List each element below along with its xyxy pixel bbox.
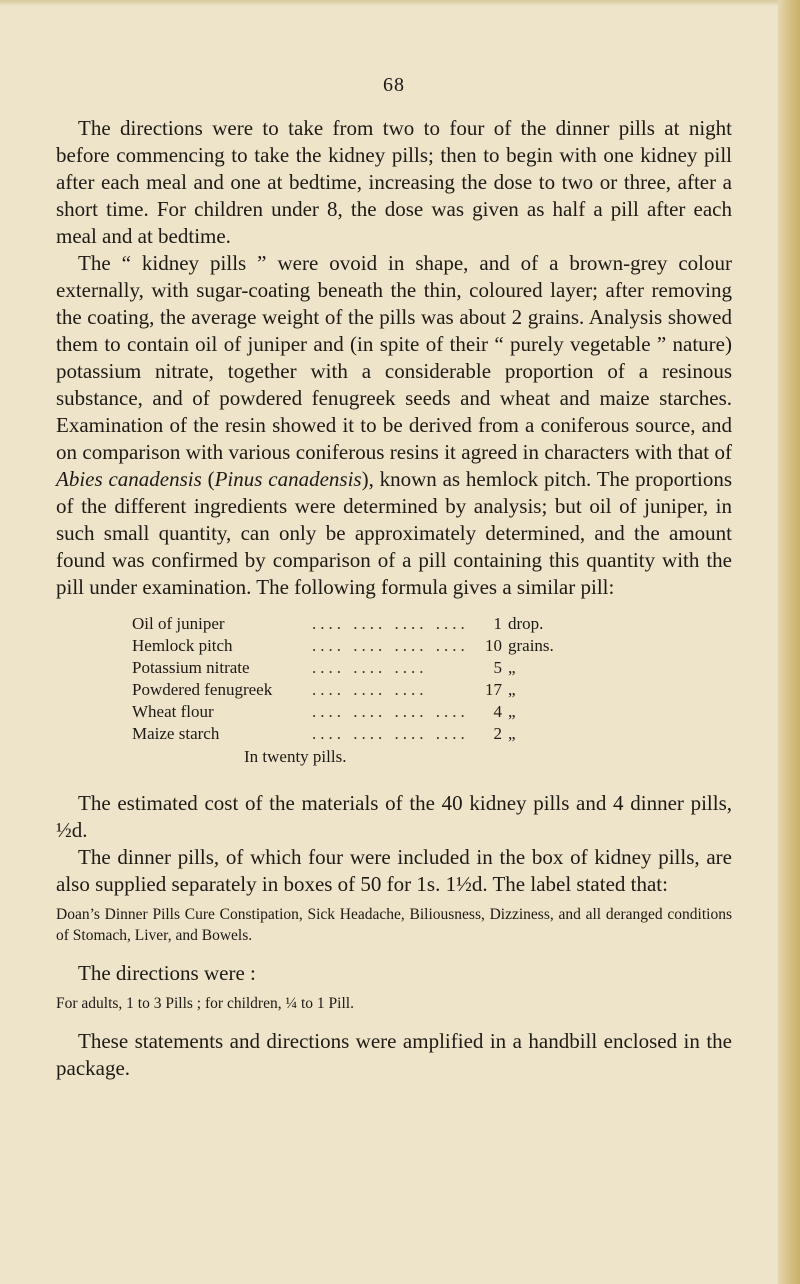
formula-caption: In twenty pills. (244, 747, 347, 766)
paragraph-directions-heading: The directions were : (78, 961, 256, 985)
page-top-edge (0, 0, 800, 6)
paragraph-dinner-pills: The dinner pills, of which four were included in the box of kidney pills, are also supplied separately in boxes of 50 for 1s. 1½d. The label stated that: (56, 845, 732, 896)
formula-quantity: 2 (493, 724, 502, 743)
species-name-pinus: Pinus canadensis (214, 467, 362, 491)
formula-quantity: 17 (485, 680, 502, 699)
formula-quantity: 5 (493, 658, 502, 677)
formula-ingredient: Potassium nitrate (132, 658, 250, 677)
formula-ingredient: Hemlock pitch (132, 636, 233, 655)
formula-quantity: 10 (485, 636, 502, 655)
formula-unit: „ (508, 724, 516, 743)
formula-row (56, 657, 732, 679)
paragraph-kidney-pills-text-a: The “ kidney pills ” were ovoid in shape, and of a brown-grey colour externally, with sugar-coating beneath the thin, coloured layer; after removing the coating, the average weight of the pills was about 2 grains. Analysis showed them to contain oil of juniper and (in spite of their “ purely vegetable ” nature) potassium nitrate, together with a considerable proportion of a resinous substance, and of powdered fenugreek seeds and wheat and maize starches. Examination of the resin showed it to be derived from a coniferous source, and on comparison with various coniferous resins it agreed in characters with that of (56, 251, 732, 464)
paragraph-kidney-pills-text-b: ( (201, 467, 215, 491)
species-name-abies: Abies canadensis (56, 467, 202, 491)
formula-quantity: 1 (493, 614, 502, 633)
dosage-directions: For adults, 1 to 3 Pills ; for children, ¼ to 1 Pill. (56, 995, 354, 1012)
formula-leader-dots: .... .... .... .... (312, 614, 469, 633)
formula-unit: „ (508, 658, 516, 677)
label-statement: Doan’s Dinner Pills Cure Constipation, Sick Headache, Biliousness, Dizziness, and all deranged conditions of Stomach, Liver, and Bowels. (56, 906, 732, 944)
formula-quantity: 4 (493, 702, 502, 721)
formula-ingredient: Powdered fenugreek (132, 680, 273, 699)
book-page (56, 74, 732, 1082)
formula-ingredient: Oil of juniper (132, 614, 225, 633)
formula-unit: grains. (508, 636, 554, 655)
formula-unit: „ (508, 702, 516, 721)
formula-row (56, 635, 732, 657)
page-right-edge (778, 0, 800, 1284)
page-number: 68 (383, 74, 405, 96)
paragraph-kidney-pills (56, 250, 732, 601)
formula-ingredient: Maize starch (132, 724, 220, 743)
formula-table (56, 613, 732, 768)
paragraph-directions: The directions were to take from two to four of the dinner pills at night before commencing to take the kidney pills; then to begin with one kidney pill after each meal and one at bedtime, increasing the dose to two or three, after a short time. For children under 8, the dose was given as half a pill after each meal and at bedtime. (56, 116, 732, 248)
paragraph-handbill: These statements and directions were amplified in a handbill enclosed in the package. (56, 1029, 732, 1080)
formula-row (56, 701, 732, 723)
formula-unit: drop. (508, 614, 544, 633)
formula-leader-dots: .... .... .... (312, 658, 428, 677)
paragraph-cost: The estimated cost of the materials of the 40 kidney pills and 4 dinner pills, ½d. (56, 791, 732, 842)
formula-leader-dots: .... .... .... .... (312, 702, 469, 721)
formula-leader-dots: .... .... .... .... (312, 636, 469, 655)
formula-row (56, 679, 732, 701)
formula-ingredient: Wheat flour (132, 702, 214, 721)
formula-leader-dots: .... .... .... (312, 680, 428, 699)
formula-leader-dots: .... .... .... .... (312, 724, 469, 743)
formula-row (56, 613, 732, 635)
formula-unit: „ (508, 680, 516, 699)
paragraph-kidney-pills-text-c: ), known as hemlock pitch. The proportions of the different ingredients were determined by analysis; but oil of juniper, in such small quantity, can only be approximately determined, and the amount found was confirmed by comparison of a pill containing this quantity with the pill under examination. The following formula gives a similar pill: (56, 467, 732, 599)
formula-row (56, 723, 732, 745)
